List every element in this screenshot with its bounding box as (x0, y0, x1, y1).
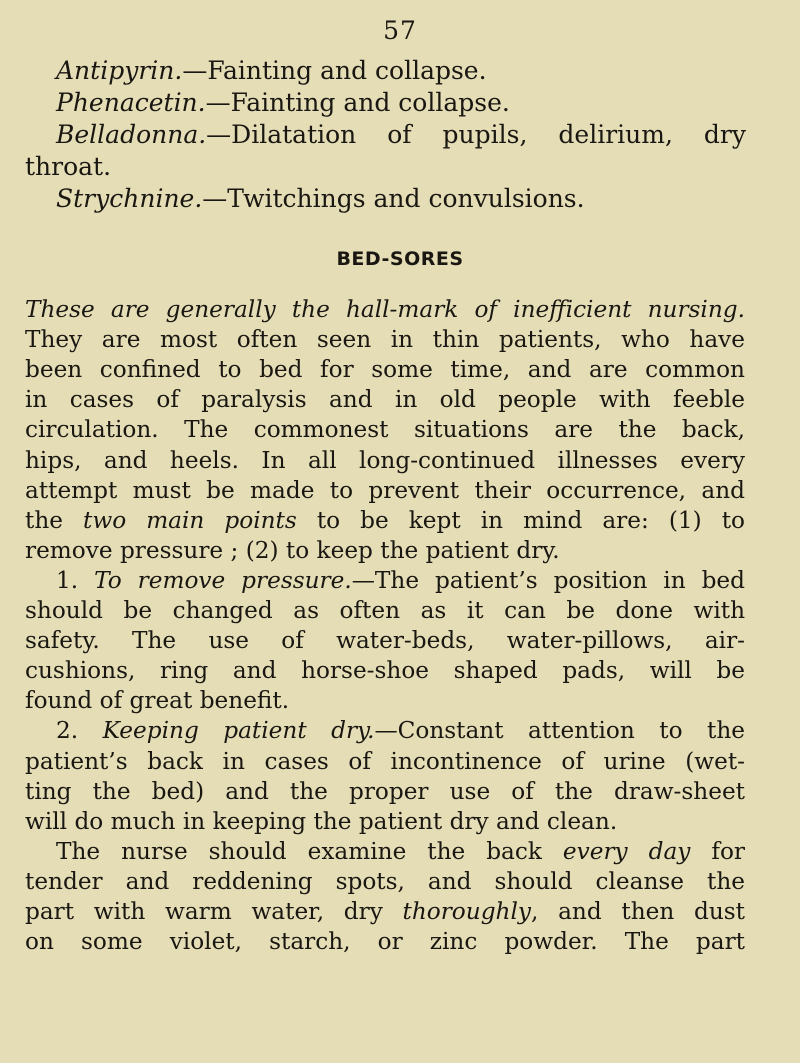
text-line (25, 446, 745, 476)
poison-symptoms: —Fainting and collapse. (182, 56, 487, 85)
text-run: ting the bed) and the proper use of the draw-sheet (25, 777, 745, 805)
text-run: The nurse should examine the back (56, 837, 563, 865)
text-run: the (25, 506, 84, 534)
section-heading: BED-SORES (336, 248, 464, 270)
text-run: hips, and heels. In all long-continued illnesses every (25, 446, 745, 474)
text-line (25, 506, 745, 536)
text-run: patient’s back in cases of incontinence of urine (wet- (25, 747, 745, 775)
italic-phrase: two main points (83, 506, 297, 534)
text-line (56, 566, 745, 596)
poison-symptoms: —Twitchings and convulsions. (202, 184, 585, 213)
italic-phrase: Keeping patient dry. (102, 717, 375, 745)
poison-term: Belladonna. (56, 120, 207, 149)
poison-entry-strychnine (56, 184, 746, 214)
text-line (25, 777, 745, 807)
text-run: safety. The use of water-beds, water-pillows, air- (25, 627, 745, 655)
text-run: part with warm water, dry (25, 898, 403, 925)
text-run: found of great benefit. (25, 687, 290, 715)
text-run: circulation. The commonest situations are the back, (25, 416, 745, 444)
text-run: 1. (56, 566, 95, 594)
poison-term: Strychnine. (56, 184, 203, 213)
text-run: in cases of paralysis and in old people with feeble (25, 386, 745, 414)
text-line (25, 536, 745, 566)
text-run: to be kept in mind are: (1) to (296, 506, 745, 534)
text-line (56, 837, 745, 867)
text-run: been confined to bed for some time, and are common (25, 356, 745, 384)
text-line (25, 355, 745, 385)
italic-phrase: To remove pressure. (94, 566, 352, 594)
text-line (25, 385, 745, 415)
poison-entry-antipyrin (56, 56, 746, 86)
text-line (25, 897, 745, 927)
text-run: tender and reddening spots, and should cleanse the (25, 867, 745, 895)
poison-entry-phenacetin (56, 88, 746, 118)
text-line (25, 747, 745, 777)
poison-term: Phenacetin. (56, 88, 206, 117)
italic-phrase: every day (562, 837, 691, 865)
text-run: on some violet, starch, or zinc powder. The part (25, 928, 745, 956)
text-line (25, 686, 745, 716)
text-line (25, 927, 745, 957)
text-run: 2. (56, 717, 103, 745)
text-run: remove pressure ; (2) to keep the patient dry. (25, 536, 560, 564)
poison-entry-belladonna (56, 120, 746, 150)
poison-term: Antipyrin. (56, 56, 183, 85)
text-line (25, 596, 745, 626)
text-run: will do much in keeping the patient dry and clean. (25, 807, 618, 835)
poison-symptoms-cont: throat. (25, 152, 112, 181)
text-line (25, 476, 745, 506)
text-line (25, 867, 745, 897)
poison-symptoms: —Dilatation of pupils, delirium, dry (206, 120, 746, 149)
text-line (25, 656, 745, 686)
text-run: for (690, 837, 745, 865)
text-run: —Constant attention to the (374, 717, 745, 745)
italic-phrase: These are generally the hall-mark of inefficient nursing. (25, 296, 745, 323)
page-number: 57 (383, 16, 417, 45)
poison-entry-belladonna-cont (25, 152, 715, 182)
text-run: should be changed as often as it can be done with (25, 597, 745, 624)
text-run: attempt must be made to prevent their occurrence, and (25, 476, 745, 504)
text-line (25, 325, 745, 355)
text-line (56, 716, 745, 746)
poison-symptoms: —Fainting and collapse. (205, 88, 510, 117)
text-run: —The patient’s position in bed (351, 566, 745, 594)
text-run: , and then dust (531, 898, 745, 925)
italic-phrase: thoroughly (402, 898, 531, 925)
text-line (25, 415, 745, 445)
text-run: cushions, ring and horse-shoe shaped pads, will be (25, 657, 745, 685)
text-run: They are most often seen in thin patients, who have (25, 326, 745, 354)
text-line (25, 295, 745, 325)
text-line (25, 626, 745, 656)
text-line (25, 807, 745, 837)
